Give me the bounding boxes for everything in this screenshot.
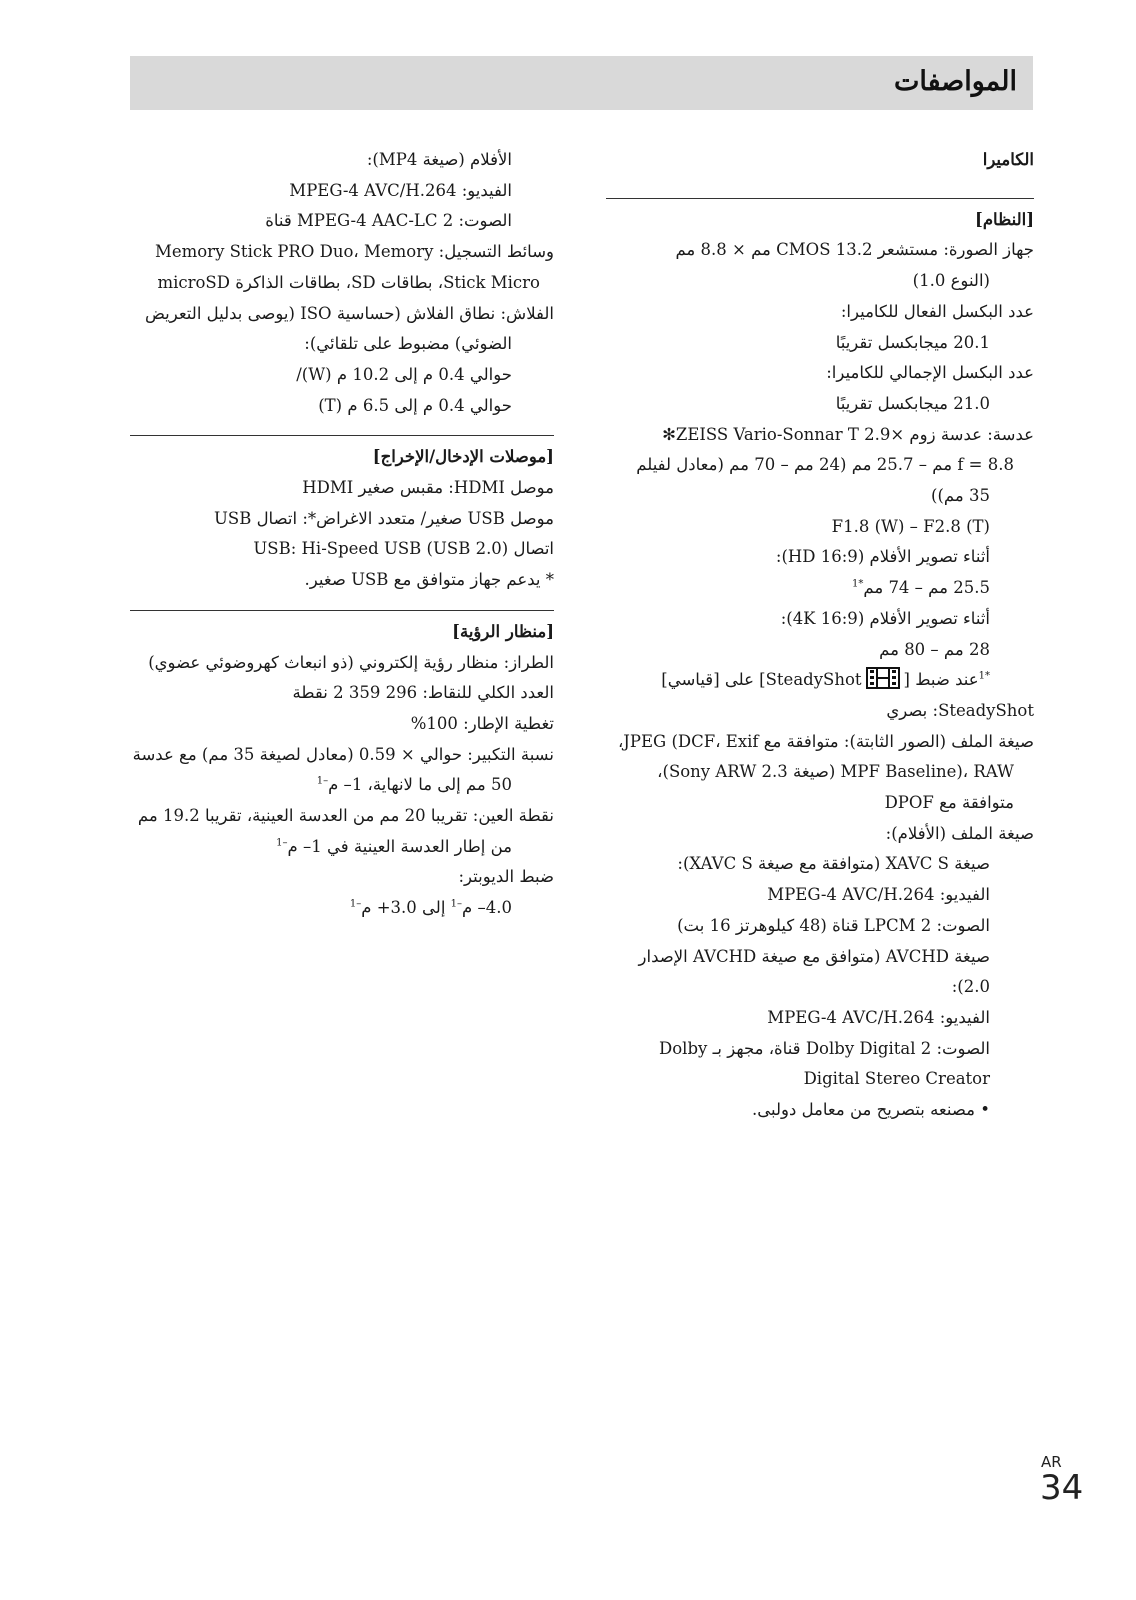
spec-line: الطراز: منظار رؤية إلكتروني (ذو انبعاث كهروضوئي عضوي) [148,652,554,672]
spec-line: صيغة AVCHD (متوافق مع صيغة AVCHD الإصدار [638,946,990,966]
spec-line: الفلاش: نطاق الفلاش (حساسية ISO (يوصى بدليل التعريض [144,303,554,323]
spec-line: صيغة الملف (الأفلام): [885,823,1034,843]
spec-line: • مصنعه بتصريح من معامل دولبى. [752,1100,990,1120]
superscript: –1 [450,898,463,910]
spec-line: عدد البكسل الإجمالي للكاميرا: [826,363,1034,383]
spec-line: حوالي 0.4 م إلى 10.2 م (W)/ [296,364,512,384]
spec-line: الأفلام (صيغة MP4): [366,150,512,169]
header-bar [130,56,1033,110]
footnote-line [606,665,1034,696]
page-number: 34 [1040,1468,1084,1508]
spec-line: عدسة: عدسة زوم ×2.9 ZEISS Vario-Sonnar T✻ [662,424,1034,444]
spec-line: حوالي 0.4 م إلى 6.5 م (T) [318,395,512,415]
page-language-tag: AR [1041,1453,1062,1471]
column-camera [606,145,1034,1126]
section-divider [606,198,1034,199]
spec-line: جهاز الصورة: مستشعر 13.2 CMOS مم × 8.8 مم [675,240,1034,260]
spec-line: نسبة التكبير: حوالي × 0.59 (معادل لصيغة 35 مم) مع عدسة [132,744,554,764]
spec-line: أثناء تصوير الأفلام (4K 16:9): [780,608,990,628]
spec-line: الصوت: LPCM 2 قناة (48 كيلوهرتز 16 بت) [677,915,990,935]
spec-line: وسائط التسجيل: Memory Stick PRO Duo، Memory [154,242,554,262]
spec-line: (النوع 1.0) [912,271,990,291]
footnote-line: * يدعم جهاز متوافق مع USB صغير. [304,570,554,590]
spec-line: SteadyShot: بصري [886,700,1034,720]
page-title: المواصفات [893,66,1017,97]
spec-line: Digital Stereo Creator [803,1069,990,1089]
spec-line [130,832,554,863]
spec-line: موصل USB صغير/ متعدد الاغراض*: اتصال USB [213,508,554,528]
footnote-mark: *1 [978,670,990,682]
spec-line: f = 8.8 مم – 25.7 مم (24 مم – 70 مم (معادل لفيلم [636,455,1014,475]
subsection-heading-viewfinder: [منظار الرؤية] [452,621,554,641]
spec-line: MPF Baseline)، RAW (صيغة Sony ARW 2.3)، [657,762,1014,782]
superscript: –1 [276,837,288,849]
spec-text: 4.0– م [462,898,512,918]
spec-line: ضبط الديوبتر: [458,867,554,887]
subsection-heading-io: [موصلات الإدخال/الإخراج] [372,447,554,467]
section-divider [130,610,554,611]
spec-line: 2.0): [951,977,990,997]
spec-line: موصل HDMI: مقبس صغير HDMI [302,478,554,498]
spec-text: 25.5 مم – 74 مم [863,578,990,598]
spec-line [130,893,554,924]
spec-text: SteadyShot] على [قياسي] [661,670,862,690]
spec-line: اتصال USB: Hi-Speed USB (USB 2.0) [253,539,554,559]
spec-line [606,573,1034,604]
spec-line: F1.8 (W) – F2.8 (T) [831,516,990,536]
section-divider [130,435,554,436]
spec-line: تغطية الإطار: 100% [410,713,554,733]
spec-line: الفيديو: MPEG-4 AVC/H.264 [289,180,512,200]
spec-text: من إطار العدسة العينية في 1– م [287,836,512,856]
footnote-mark: *1 [851,578,864,590]
spec-line: 28 مم – 80 مم [879,639,990,659]
spec-line: نقطة العين: تقريبا 20 مم من العدسة العينية، تقريبا 19.2 مم [137,806,554,826]
spec-line: العدد الكلي للنقاط: 296 359 2 نقطة [292,683,554,703]
superscript: –1 [316,775,329,787]
subsection-heading-system: [النظام] [975,209,1034,229]
spec-line: صيغة الملف (الصور الثابتة): متوافقة مع JPEG (DCF، Exif، [617,731,1034,751]
movie-film-icon [866,667,900,689]
spec-line: 21.0 ميجابكسل تقريبًا [835,393,990,413]
spec-line: الفيديو: MPEG-4 AVC/H.264 [767,1007,990,1027]
spec-text: عند ضبط [ [903,670,979,690]
spec-line: متوافقة مع DPOF [884,793,1014,813]
spec-text: 50 مم إلى ما لانهاية، 1– م [328,775,512,795]
spec-line: عدد البكسل الفعال للكاميرا: [840,301,1034,321]
spec-text: إلى 3.0+ م [361,898,446,918]
spec-line: الفيديو: MPEG-4 AVC/H.264 [767,885,990,905]
spec-line: 35 مم)) [931,486,990,506]
section-title-camera: الكاميرا [982,150,1034,169]
spec-line: أثناء تصوير الأفلام (HD 16:9): [775,547,990,567]
spec-line [130,770,554,801]
spec-line: الصوت: Dolby Digital 2 قناة، مجهز بـ Dolby [659,1038,990,1058]
spec-line: الضوئي) مضبوط على تلقائي): [304,334,512,354]
column-continued [130,145,554,924]
superscript: –1 [349,898,362,910]
spec-line: 20.1 ميجابكسل تقريبًا [835,332,990,352]
spec-line: Stick Micro، بطاقات SD، بطاقات الذاكرة microSD [157,272,540,292]
spec-line: الصوت: MPEG-4 AAC-LC 2 قناة [265,211,512,231]
spec-line: صيغة XAVC S (متوافقة مع صيغة XAVC S): [677,854,990,874]
